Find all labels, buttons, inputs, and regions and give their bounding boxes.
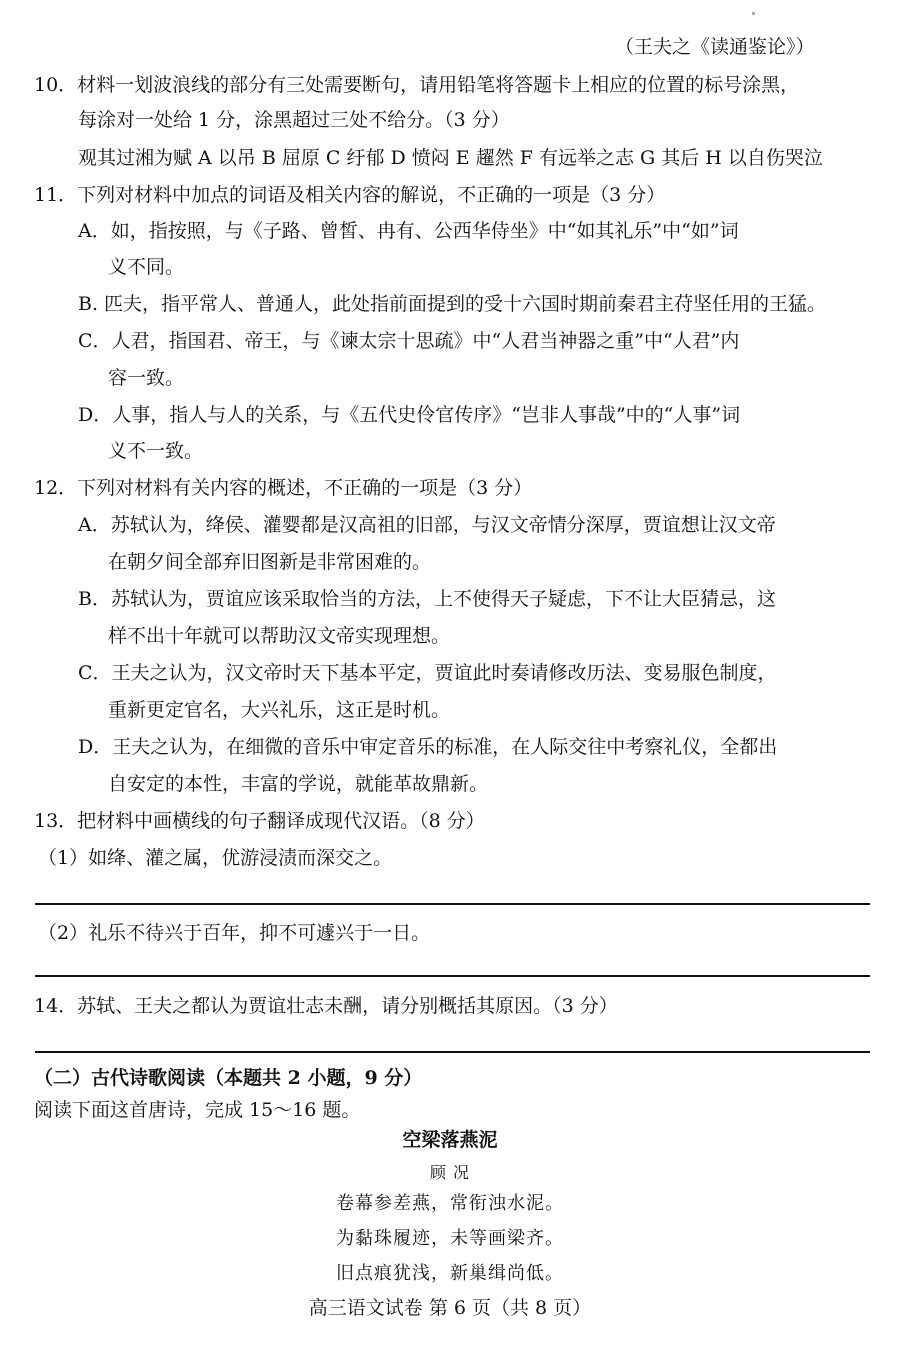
q12-option-d-line2: 自安定的本性，丰富的学说，就能革故鼎新。 xyxy=(108,773,489,795)
poem-author: 顾 况 xyxy=(429,1163,471,1182)
q11-option-d-line1: D．人事，指人与人的关系，与《五代史伶官传序》“岂非人事哉”中的“人事”词 xyxy=(78,404,741,426)
section-heading: （二）古代诗歌阅读（本题共 2 小题，9 分） xyxy=(34,1067,423,1089)
answer-line-2[interactable] xyxy=(35,975,870,977)
q10-line2: 每涂对一处给 1 分，涂黑超过三处不给分。（3 分） xyxy=(78,109,510,131)
q13-sentence-1: （1）如绛、灌之属，优游浸渍而深交之。 xyxy=(38,847,393,869)
q11-option-c-line2: 容一致。 xyxy=(108,367,185,389)
section-instruction: 阅读下面这首唐诗，完成 15～16 题。 xyxy=(34,1099,361,1121)
q11-option-a-line1: A．如，指按照，与《子路、曾皙、冉有、公西华侍坐》中“如其礼乐”中“如”词 xyxy=(78,220,739,242)
q11-option-b-line1: B. 匹夫，指平常人、普通人，此处指前面提到的受十六国时期前秦君主苻坚任用的王猛。 xyxy=(78,293,827,315)
q12-option-c-line1: C．王夫之认为，汉文帝时天下基本平定，贾谊此时奏请修改历法、变易服色制度， xyxy=(78,662,777,684)
q13-sentence-2: （2）礼乐不待兴于百年，抑不可遽兴于一日。 xyxy=(38,922,431,944)
q12-option-c-line2: 重新更定官名，大兴礼乐，这正是时机。 xyxy=(108,699,451,721)
page-footer: 高三语文试卷 第 6 页（共 8 页） xyxy=(308,1297,592,1319)
poem-title: 空梁落燕泥 xyxy=(402,1129,498,1151)
q12-option-a-line1: A．苏轼认为，绛侯、灌婴都是汉高祖的旧部，与汉文帝情分深厚，贾谊想让汉文帝 xyxy=(78,514,776,536)
q14-stem: 14．苏轼、王夫之都认为贾谊壮志未酬，请分别概括其原因。（3 分） xyxy=(34,995,618,1017)
q11-stem: 11．下列对材料中加点的词语及相关内容的解说，不正确的一项是（3 分） xyxy=(34,184,666,206)
q12-option-b-line2: 样不出十年就可以帮助汉文帝实现理想。 xyxy=(108,625,451,647)
speck-mark xyxy=(752,12,755,15)
poem-line: 卷幕参差燕，常衔浊水泥。 xyxy=(336,1193,564,1214)
poem-line: 旧点痕犹浅，新巢缉尚低。 xyxy=(336,1263,564,1284)
q11-option-d-line2: 义不一致。 xyxy=(108,440,204,462)
q10-line1: 10．材料一划波浪线的部分有三处需要断句，请用铅笔将答题卡上相应的位置的标号涂黑， xyxy=(34,74,800,96)
q13-stem: 13．把材料中画横线的句子翻译成现代汉语。（8 分） xyxy=(34,810,485,832)
q12-option-a-line2: 在朝夕间全部弃旧图新是非常困难的。 xyxy=(108,551,432,573)
answer-line-3[interactable] xyxy=(35,1051,870,1053)
q11-option-a-line2: 义不同。 xyxy=(108,256,185,278)
q12-option-d-line1: D．王夫之认为，在细微的音乐中审定音乐的标准，在人际交往中考察礼仪，全都出 xyxy=(78,736,778,758)
q12-option-b-line1: B．苏轼认为，贾谊应该采取恰当的方法，上不使得天子疑虑，下不让大臣猜忌，这 xyxy=(78,588,776,610)
q10-line3: 观其过湘为赋 A 以吊 B 屈原 C 纡郁 D 愤闷 E 趯然 F 有远举之志 G 其后 H 以自伤哭泣 xyxy=(78,147,823,169)
answer-line-1[interactable] xyxy=(35,903,870,905)
poem-line: 为黏珠履迹，未等画梁齐。 xyxy=(336,1228,564,1249)
source-citation: （王夫之《读通鉴论》） xyxy=(615,36,815,58)
q11-option-c-line1: C．人君，指国君、帝王，与《谏太宗十思疏》中“人君当神器之重”中“人君”内 xyxy=(78,330,740,352)
q12-stem: 12．下列对材料有关内容的概述，不正确的一项是（3 分） xyxy=(34,477,533,499)
